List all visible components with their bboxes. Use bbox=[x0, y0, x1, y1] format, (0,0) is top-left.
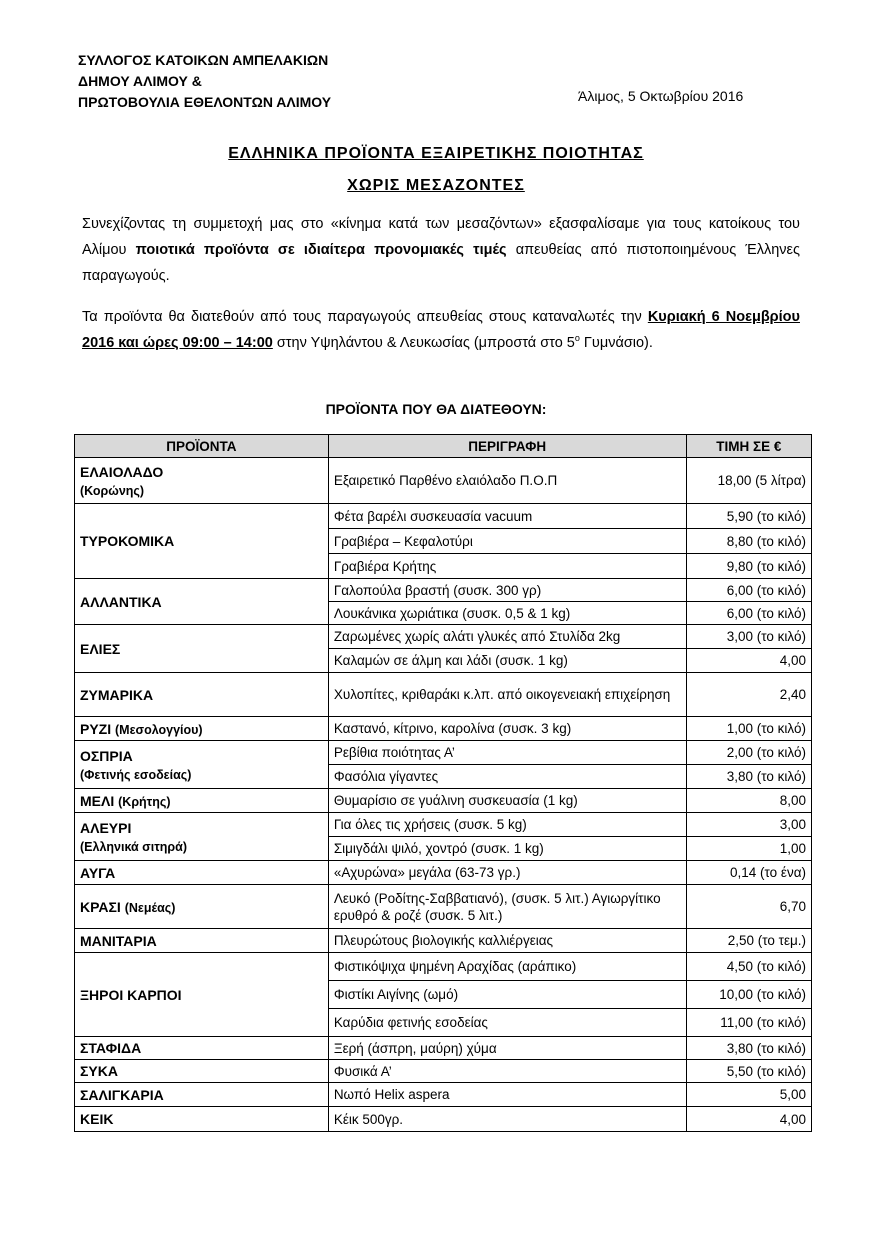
product-description: Καρύδια φετινής εσοδείας bbox=[328, 1009, 686, 1037]
category-name: ΜΕΛΙ bbox=[80, 792, 115, 809]
product-category bbox=[75, 717, 329, 741]
product-category bbox=[75, 789, 329, 813]
event-date-time: Κυριακή 6 Νοεμβρίου 2016 και ώρες 09:00 – 14:00 bbox=[82, 309, 800, 351]
product-category bbox=[75, 1083, 329, 1107]
product-price: 4,00 bbox=[686, 649, 811, 673]
product-description: Φέτα βαρέλι συσκευασία vacuum bbox=[328, 504, 686, 529]
product-category bbox=[75, 929, 329, 953]
product-price: 8,00 bbox=[686, 789, 811, 813]
product-price: 5,00 bbox=[686, 1083, 811, 1107]
products-table bbox=[74, 434, 812, 1132]
product-price: 5,50 (το κιλό) bbox=[686, 1060, 811, 1083]
table-row bbox=[75, 625, 812, 649]
category-name: ΣΑΛΙΓΚΑΡΙΑ bbox=[80, 1086, 164, 1103]
category-name: ΟΣΠΡΙΑ bbox=[80, 747, 133, 764]
product-description: Φυσικά Α’ bbox=[328, 1060, 686, 1083]
category-name: ΡΥΖΙ bbox=[80, 720, 112, 737]
product-description: Ζαρωμένες χωρίς αλάτι γλυκές από Στυλίδα 2kg bbox=[328, 625, 686, 649]
product-price: 6,00 (το κιλό) bbox=[686, 602, 811, 625]
product-price: 3,00 (το κιλό) bbox=[686, 625, 811, 649]
event-location: στην Υψηλάντου & Λευκωσίας (μπροστά στο bbox=[272, 335, 567, 351]
intro-text-start: Συνεχίζοντας τη συμμετοχή μας στο «κίνημα κατά των μεσαζόντων» εξασφαλίσαμε για τους κατοίκους του Αλίμου bbox=[82, 216, 800, 258]
table-row bbox=[75, 813, 812, 837]
table-row bbox=[75, 673, 812, 717]
product-description: Σιμιγδάλι ψιλό, χοντρό (συσκ. 1 kg) bbox=[328, 837, 686, 861]
product-price: 10,00 (το κιλό) bbox=[686, 981, 811, 1009]
table-row bbox=[75, 953, 812, 981]
product-description: Γραβιέρα Κρήτης bbox=[328, 554, 686, 579]
org-line-3: ΠΡΩΤΟΒΟΥΛΙΑ ΕΘΕΛΟΝΤΩΝ ΑΛΙΜΟΥ bbox=[78, 94, 332, 110]
table-row bbox=[75, 504, 812, 529]
category-name: ΣΤΑΦΙΔΑ bbox=[80, 1040, 142, 1056]
product-description: Θυμαρίσιο σε γυάλινη συσκευασία (1 kg) bbox=[328, 789, 686, 813]
product-description: Ρεβίθια ποιότητας Α’ bbox=[328, 741, 686, 765]
organization-block bbox=[78, 50, 331, 113]
table-row bbox=[75, 717, 812, 741]
category-name: ΑΛΕΥΡΙ bbox=[80, 819, 132, 836]
category-name: ΕΛΑΙΟΛΑΔΟ bbox=[80, 463, 164, 480]
product-category bbox=[75, 504, 329, 579]
table-row bbox=[75, 1060, 812, 1083]
product-category bbox=[75, 953, 329, 1037]
table-row bbox=[75, 885, 812, 929]
category-origin: (Κορώνης) bbox=[80, 483, 145, 498]
table-row bbox=[75, 861, 812, 885]
product-description: Ξερή (άσπρη, μαύρη) χύμα bbox=[328, 1037, 686, 1060]
product-price: 2,50 (το τεμ.) bbox=[686, 929, 811, 953]
product-price: 3,00 bbox=[686, 813, 811, 837]
product-category bbox=[75, 673, 329, 717]
org-line-2: ΔΗΜΟΥ ΑΛΙΜΟΥ & bbox=[78, 73, 202, 89]
product-price: 18,00 (5 λίτρα) bbox=[686, 458, 811, 504]
product-description: Φιστίκι Αιγίνης (ωμό) bbox=[328, 981, 686, 1009]
table-row bbox=[75, 458, 812, 504]
category-name: ΣΥΚΑ bbox=[80, 1063, 118, 1079]
product-category bbox=[75, 1037, 329, 1060]
product-description: Για όλες τις χρήσεις (συσκ. 5 kg) bbox=[328, 813, 686, 837]
product-description: Καλαμών σε άλμη και λάδι (συσκ. 1 kg) bbox=[328, 649, 686, 673]
product-category bbox=[75, 813, 329, 861]
product-description: Λουκάνικα χωριάτικα (συσκ. 0,5 & 1 kg) bbox=[328, 602, 686, 625]
product-category bbox=[75, 625, 329, 673]
category-origin: (Φετινής εσοδείας) bbox=[80, 767, 192, 782]
product-price: 6,70 bbox=[686, 885, 811, 929]
category-origin: (Ελληνικά σιτηρά) bbox=[80, 839, 187, 854]
table-header-row bbox=[75, 435, 812, 458]
product-description: Καστανό, κίτρινο, καρολίνα (συσκ. 3 kg) bbox=[328, 717, 686, 741]
category-name: ΑΥΓΑ bbox=[80, 864, 116, 881]
category-origin: (Μεσολογγίου) bbox=[115, 722, 203, 737]
product-category bbox=[75, 1107, 329, 1132]
product-price: 1,00 bbox=[686, 837, 811, 861]
product-price: 3,80 (το κιλό) bbox=[686, 1037, 811, 1060]
product-category bbox=[75, 861, 329, 885]
category-name: ΜΑΝΙΤΑΡΙΑ bbox=[80, 932, 157, 949]
product-description: Εξαιρετικό Παρθένο ελαιόλαδο Π.Ο.Π bbox=[328, 458, 686, 504]
ordinal-suffix: ο bbox=[574, 333, 580, 344]
intro-text-end: απευθείας από πιστοποιημένους Έλληνες παραγωγούς. bbox=[82, 242, 800, 284]
product-description: Χυλοπίτες, κριθαράκι κ.λπ. από οικογενειακή επιχείρηση bbox=[328, 673, 686, 717]
product-price: 8,80 (το κιλό) bbox=[686, 529, 811, 554]
product-price: 2,40 bbox=[686, 673, 811, 717]
category-name: ΕΛΙΕΣ bbox=[80, 640, 121, 657]
category-name: ΞΗΡΟΙ ΚΑΡΠΟΙ bbox=[80, 986, 182, 1003]
product-price: 4,50 (το κιλό) bbox=[686, 953, 811, 981]
table-row bbox=[75, 789, 812, 813]
event-text-start: Τα προϊόντα θα διατεθούν από τους παραγωγούς απευθείας στους καταναλωτές την bbox=[82, 309, 648, 325]
document-date: Άλιμος, 5 Οκτωβρίου 2016 bbox=[578, 88, 744, 104]
product-price: 11,00 (το κιλό) bbox=[686, 1009, 811, 1037]
product-price: 3,80 (το κιλό) bbox=[686, 765, 811, 789]
product-price: 6,00 (το κιλό) bbox=[686, 579, 811, 602]
org-line-1: ΣΥΛΛΟΓΟΣ ΚΑΤΟΙΚΩΝ ΑΜΠΕΛΑΚΙΩΝ bbox=[78, 52, 329, 68]
category-name: ΑΛΛΑΝΤΙΚΑ bbox=[80, 593, 162, 610]
table-row bbox=[75, 1083, 812, 1107]
product-description: Κέικ 500γρ. bbox=[328, 1107, 686, 1132]
product-description: Λευκό (Ροδίτης-Σαββατιανό), (συσκ. 5 λιτ.) Αγιωργίτικο ερυθρό & ροζέ (συσκ. 5 λιτ.) bbox=[328, 885, 686, 929]
school-number: 5 bbox=[566, 335, 575, 351]
product-category bbox=[75, 458, 329, 504]
table-row bbox=[75, 741, 812, 765]
product-description: Γαλοπούλα βραστή (συσκ. 300 γρ) bbox=[328, 579, 686, 602]
category-name: ΤΥΡΟΚΟΜΙΚΑ bbox=[80, 533, 175, 549]
product-price: 2,00 (το κιλό) bbox=[686, 741, 811, 765]
product-price: 4,00 bbox=[686, 1107, 811, 1132]
product-price: 5,90 (το κιλό) bbox=[686, 504, 811, 529]
product-description: Πλευρώτους βιολογικής καλλιέργειας bbox=[328, 929, 686, 953]
product-price: 1,00 (το κιλό) bbox=[686, 717, 811, 741]
category-origin: (Κρήτης) bbox=[118, 794, 171, 809]
product-description: «Αχυρώνα» μεγάλα (63-73 γρ.) bbox=[328, 861, 686, 885]
product-description: Γραβιέρα – Κεφαλοτύρι bbox=[328, 529, 686, 554]
category-name: ΖΥΜΑΡΙΚΑ bbox=[80, 686, 154, 703]
product-price: 9,80 (το κιλό) bbox=[686, 554, 811, 579]
table-row bbox=[75, 1107, 812, 1132]
product-price: 0,14 (το ένα) bbox=[686, 861, 811, 885]
product-description: Νωπό Helix aspera bbox=[328, 1083, 686, 1107]
category-name: ΚΡΑΣΙ bbox=[80, 898, 121, 915]
event-paragraph bbox=[82, 304, 800, 356]
intro-highlight: ποιοτικά προϊόντα σε ιδιαίτερα προνομιακές τιμές bbox=[135, 242, 507, 258]
intro-paragraph bbox=[82, 211, 800, 289]
table-row bbox=[75, 929, 812, 953]
document-subtitle: ΧΩΡΙΣ ΜΕΣΑΖΟΝΤΕΣ bbox=[347, 177, 525, 194]
product-description: Φιστικόψιχα ψημένη Αραχίδας (αράπικο) bbox=[328, 953, 686, 981]
header-products: ΠΡΟΪΟΝΤΑ bbox=[75, 435, 329, 458]
product-description: Φασόλια γίγαντες bbox=[328, 765, 686, 789]
header-price: ΤΙΜΗ ΣΕ € bbox=[686, 435, 811, 458]
product-category bbox=[75, 885, 329, 929]
event-text-end: Γυμνάσιο). bbox=[579, 335, 653, 351]
product-category bbox=[75, 579, 329, 625]
document-title: ΕΛΛΗΝΙΚΑ ΠΡΟΪΟΝΤΑ ΕΞΑΙΡΕΤΙΚΗΣ ΠΟΙΟΤΗΤΑΣ bbox=[228, 145, 644, 162]
product-category bbox=[75, 741, 329, 789]
header-description: ΠΕΡΙΓΡΑΦΗ bbox=[328, 435, 686, 458]
table-row bbox=[75, 1037, 812, 1060]
table-row bbox=[75, 579, 812, 602]
products-table-title: ΠΡΟΪΟΝΤΑ ΠΟΥ ΘΑ ΔΙΑΤΕΘΟΥΝ: bbox=[325, 401, 547, 417]
category-origin: (Νεμέας) bbox=[124, 900, 176, 915]
product-category bbox=[75, 1060, 329, 1083]
table-body bbox=[75, 458, 812, 1132]
category-name: ΚΕΙΚ bbox=[80, 1111, 114, 1127]
